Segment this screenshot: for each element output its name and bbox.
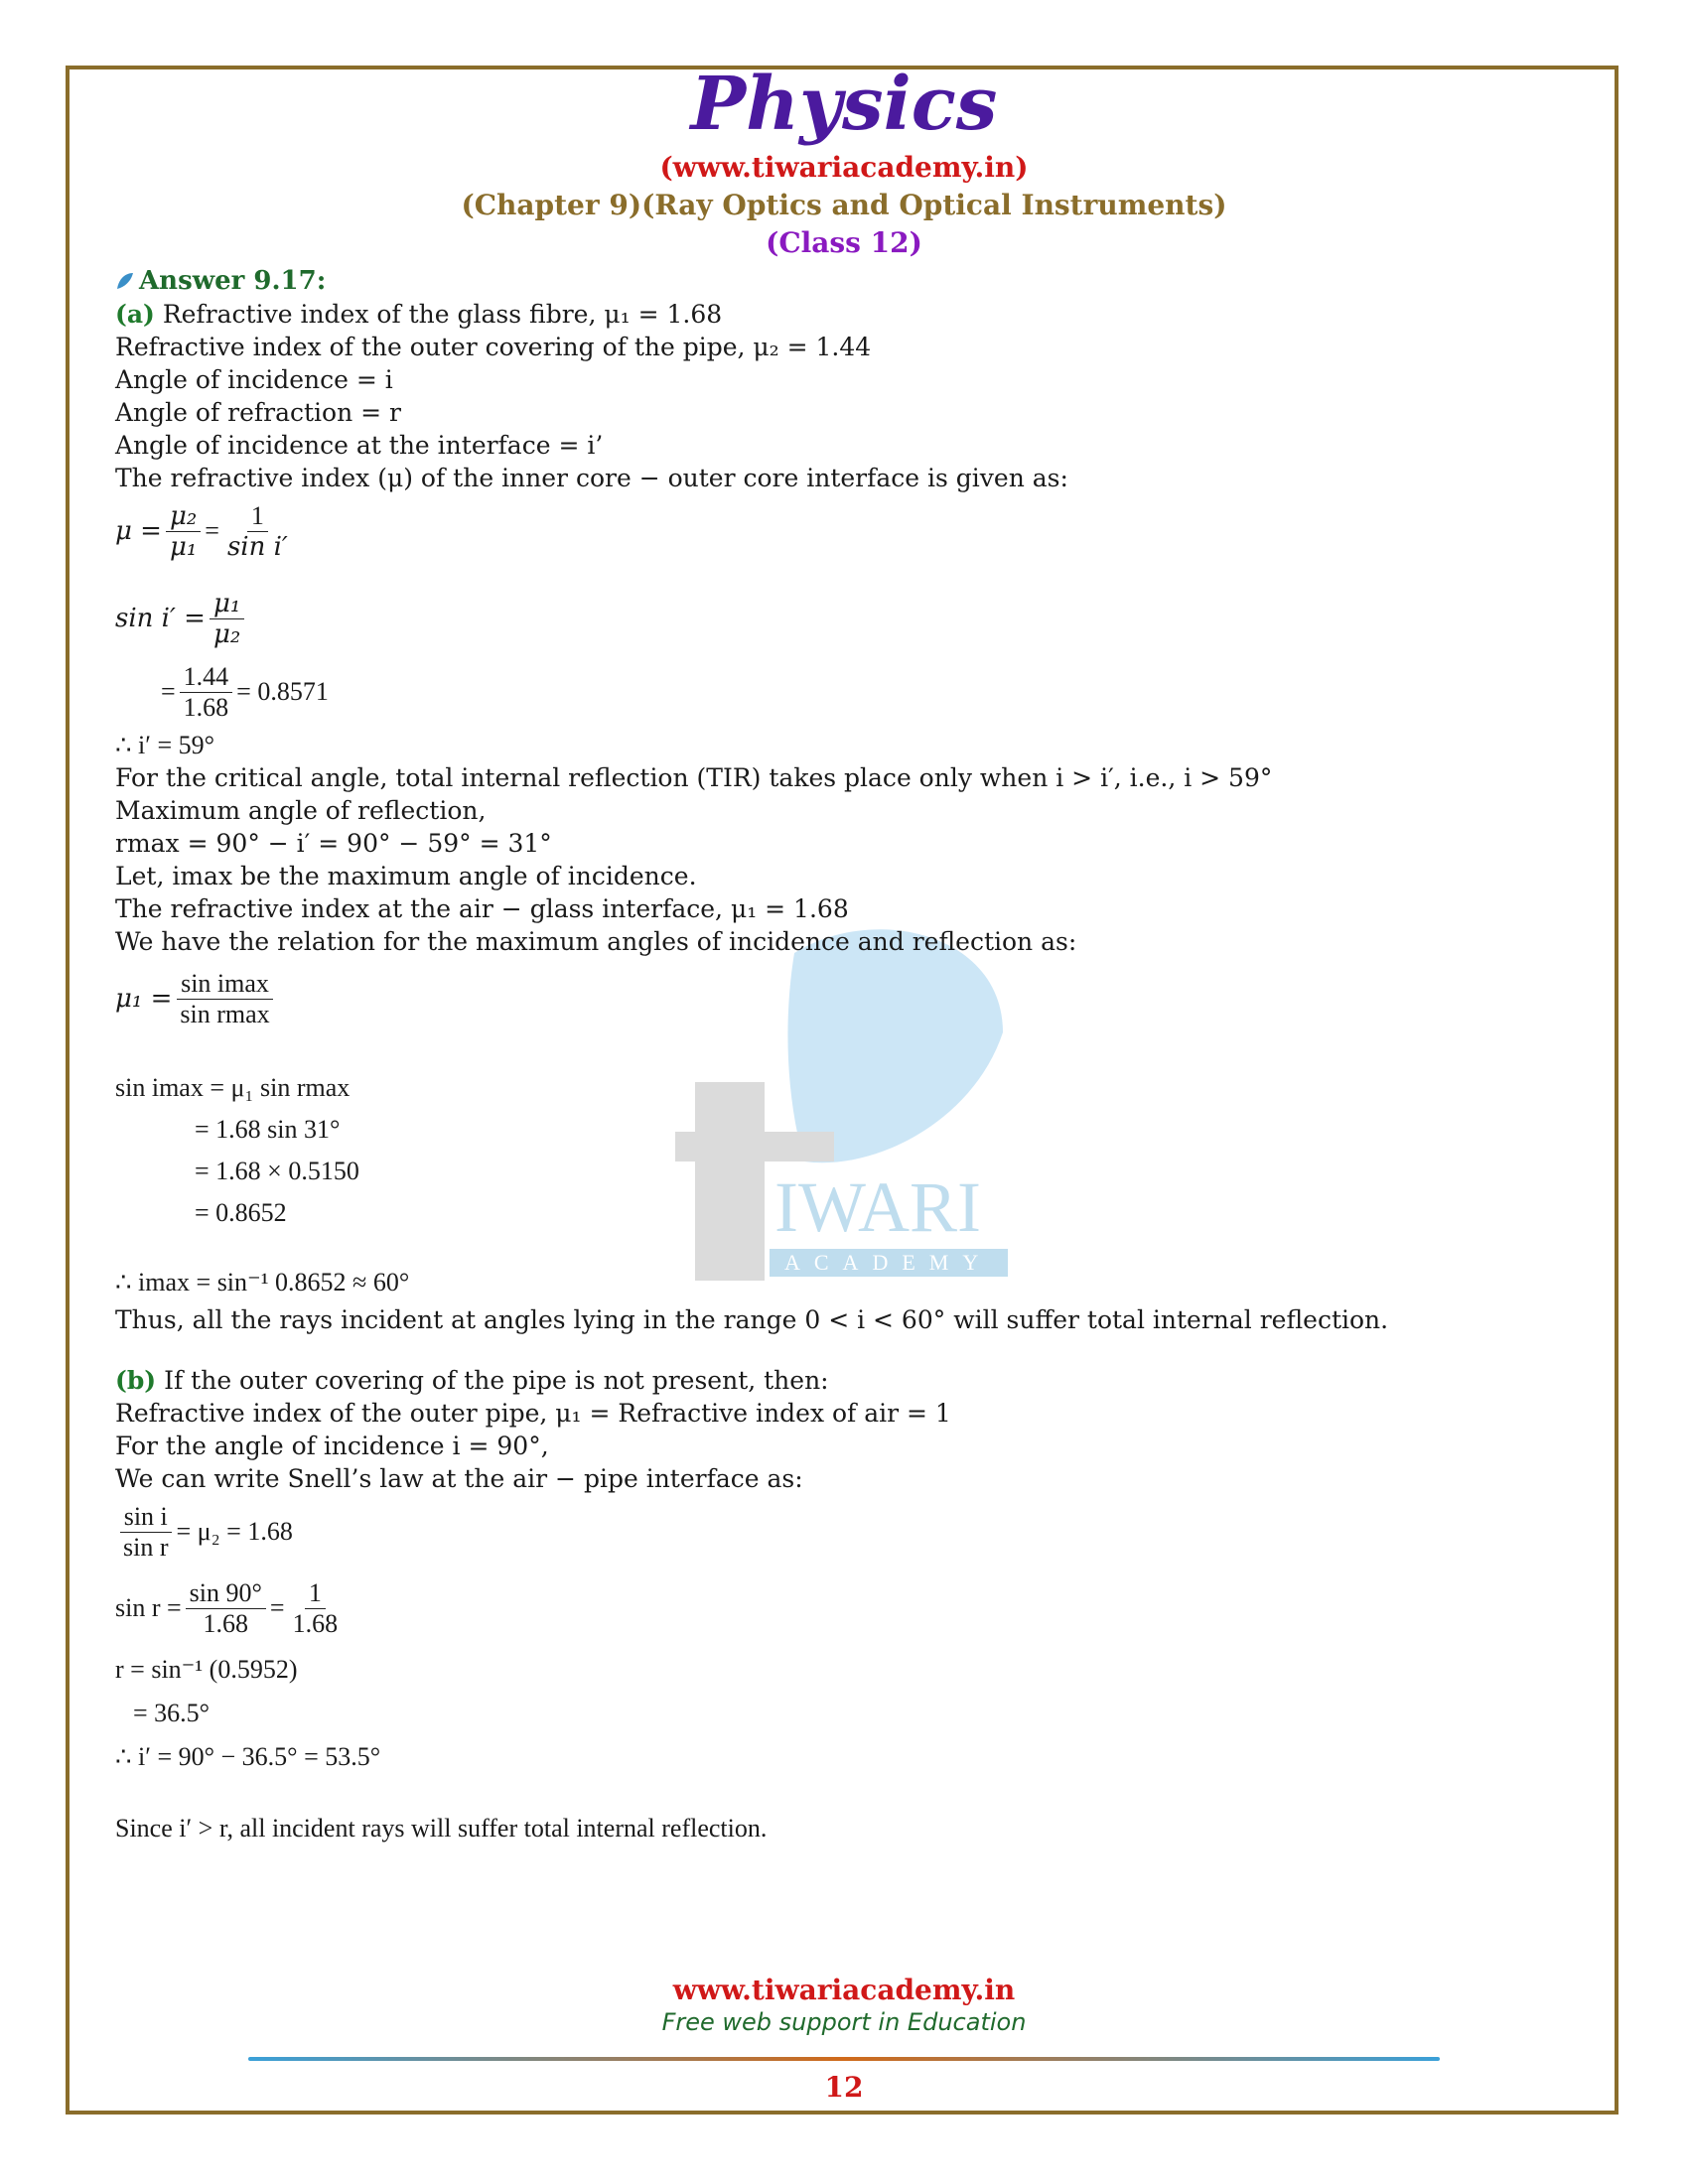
equation-sin-r: sin r = $\frac{\sin 90^\circ}{1.68}$ = $\frac{1}{1.68}$ bbox=[115, 1569, 1565, 1648]
fraction bbox=[166, 501, 201, 562]
eq-denominator: 1.68 bbox=[203, 1608, 249, 1638]
part-a-label: (a) bbox=[115, 300, 155, 329]
text-core-interface: The refractive index (μ) of the inner core − outer core interface is given as: bbox=[115, 464, 1068, 492]
text-line bbox=[115, 1364, 1565, 1397]
fraction bbox=[186, 1578, 266, 1639]
eq-numerator: 1.44 bbox=[180, 662, 233, 693]
text-outer-covering-index: Refractive index of the outer covering of the pipe, μ₂ = 1.44 bbox=[115, 333, 872, 361]
answer-content bbox=[115, 264, 1565, 1850]
eq-rhs: = 0.8571 bbox=[236, 677, 329, 706]
eq-rhs: = μ₂ = 1.68 bbox=[176, 1517, 293, 1546]
text-rmax: rmax = 90° − i′ = 90° − 59° = 31° bbox=[115, 829, 552, 858]
eq-denominator: sin i′ bbox=[226, 531, 288, 562]
text-final-conclusion: Since i′ > r, all incident rays will suffer total internal reflection. bbox=[115, 1814, 768, 1843]
eq-denominator: sin rmax bbox=[180, 999, 270, 1028]
header-site-link[interactable]: (www.tiwariacademy.in) bbox=[659, 151, 1029, 184]
equation-step1: = 1.68 sin 31° bbox=[195, 1115, 341, 1144]
fraction bbox=[289, 1578, 343, 1639]
footer-site-link[interactable]: www.tiwariacademy.in bbox=[672, 1974, 1016, 2006]
answer-heading bbox=[115, 264, 1565, 298]
text-max-reflection: Maximum angle of reflection, bbox=[115, 796, 487, 825]
eq-numerator: sin i bbox=[120, 1502, 172, 1533]
class-label: (Class 12) bbox=[766, 226, 922, 259]
eq-denominator: 1.68 bbox=[292, 1608, 339, 1638]
eq-numerator: μ₂ bbox=[166, 501, 201, 532]
fraction bbox=[180, 662, 233, 723]
equation-step2: = 1.68 × 0.5150 bbox=[195, 1157, 359, 1185]
page-header bbox=[0, 60, 1688, 262]
part-b-label: (b) bbox=[115, 1366, 157, 1395]
eq-lhs: μ₁ = bbox=[115, 984, 173, 1014]
equation-imax-60: ∴ imax = sin⁻¹ 0.8652 ≈ 60° bbox=[115, 1268, 410, 1297]
eq-denominator: 1.68 bbox=[183, 692, 229, 722]
eq-lhs: sin i′ = bbox=[115, 604, 206, 633]
footer-tagline: Free web support in Education bbox=[661, 2008, 1027, 2036]
eq-lhs: μ = bbox=[115, 516, 162, 546]
text-angle-incidence: Angle of incidence = i bbox=[115, 365, 393, 394]
equation-snell bbox=[115, 1495, 1565, 1569]
eq-numerator: sin imax bbox=[177, 969, 273, 1000]
fraction bbox=[223, 501, 292, 562]
equation-mu: μ = $\frac{\text{μ₂}}{\text{μ₁}}$ = $\frac{1}{\text{sin i′}}$ bbox=[115, 494, 1565, 568]
equation-i-59: ∴ i′ = 59° bbox=[115, 731, 215, 759]
watermark-subtext: ACADEMY bbox=[784, 1250, 993, 1275]
equation-r-value: = 36.5° bbox=[133, 1699, 211, 1727]
fraction bbox=[176, 969, 273, 1029]
equation-i-prime: ∴ i′ = 90° − 36.5° = 53.5° bbox=[115, 1742, 381, 1771]
text-angle-refraction: Angle of refraction = r bbox=[115, 398, 401, 427]
eq-numerator: μ₁ bbox=[210, 589, 244, 619]
text-tir-condition: For the critical angle, total internal reflection (TIR) takes place only when i > i′, i.e., i > 59° bbox=[115, 763, 1273, 792]
text-line bbox=[115, 298, 1565, 331]
text-no-covering: If the outer covering of the pipe is not present, then: bbox=[164, 1366, 829, 1395]
text-imax: Let, imax be the maximum angle of incidence. bbox=[115, 862, 697, 890]
equation-r-arcsin: r = sin⁻¹ (0.5952) bbox=[115, 1655, 298, 1684]
footer-divider bbox=[248, 2057, 1440, 2061]
leaf-icon bbox=[115, 271, 135, 291]
equation-sin-value: = $\frac{1.44}{1.68}$ = 0.8571 bbox=[161, 661, 329, 722]
equation-sin-imax: sin imax = μ₁ sin rmax bbox=[115, 1073, 351, 1102]
eq-denominator: μ₂ bbox=[212, 618, 241, 649]
page-title: Physics bbox=[690, 62, 998, 147]
watermark-text: IWARI bbox=[774, 1167, 981, 1247]
eq-numerator: sin 90° bbox=[186, 1578, 266, 1609]
eq-denominator: μ₁ bbox=[169, 531, 198, 562]
page-footer bbox=[0, 1974, 1688, 2037]
chapter-title: (Chapter 9)(Ray Optics and Optical Instruments) bbox=[461, 189, 1227, 221]
text-snells-law: We can write Snell’s law at the air − pipe interface as: bbox=[115, 1464, 803, 1493]
fraction bbox=[119, 1502, 173, 1563]
eq-numerator: 1 bbox=[247, 501, 268, 532]
eq-numerator: 1 bbox=[305, 1578, 326, 1609]
text-air-glass: The refractive index at the air − glass interface, μ₁ = 1.68 bbox=[115, 894, 849, 923]
equation-sin-i bbox=[115, 582, 1565, 655]
text-incidence-90: For the angle of incidence i = 90°, bbox=[115, 1432, 549, 1460]
text-outer-pipe-index: Refractive index of the outer pipe, μ₁ = Refractive index of air = 1 bbox=[115, 1399, 951, 1428]
equation-mu1 bbox=[115, 958, 1565, 1039]
text-angle-interface: Angle of incidence at the interface = i’ bbox=[115, 431, 604, 460]
text-range-conclusion: Thus, all the rays incident at angles lying in the range 0 < i < 60° will suffer total internal reflection. bbox=[115, 1305, 1389, 1334]
page-number: 12 bbox=[824, 2071, 864, 2104]
eq-denominator: sin r bbox=[123, 1532, 169, 1562]
eq-lhs: sin r = bbox=[115, 1593, 182, 1622]
equation-step3: = 0.8652 bbox=[195, 1198, 287, 1227]
fraction bbox=[210, 589, 244, 649]
answer-heading-text: Answer 9.17: bbox=[139, 266, 327, 296]
text-relation: We have the relation for the maximum angles of incidence and reflection as: bbox=[115, 927, 1077, 956]
text-glass-fibre-index: Refractive index of the glass fibre, μ₁ = 1.68 bbox=[162, 300, 723, 329]
